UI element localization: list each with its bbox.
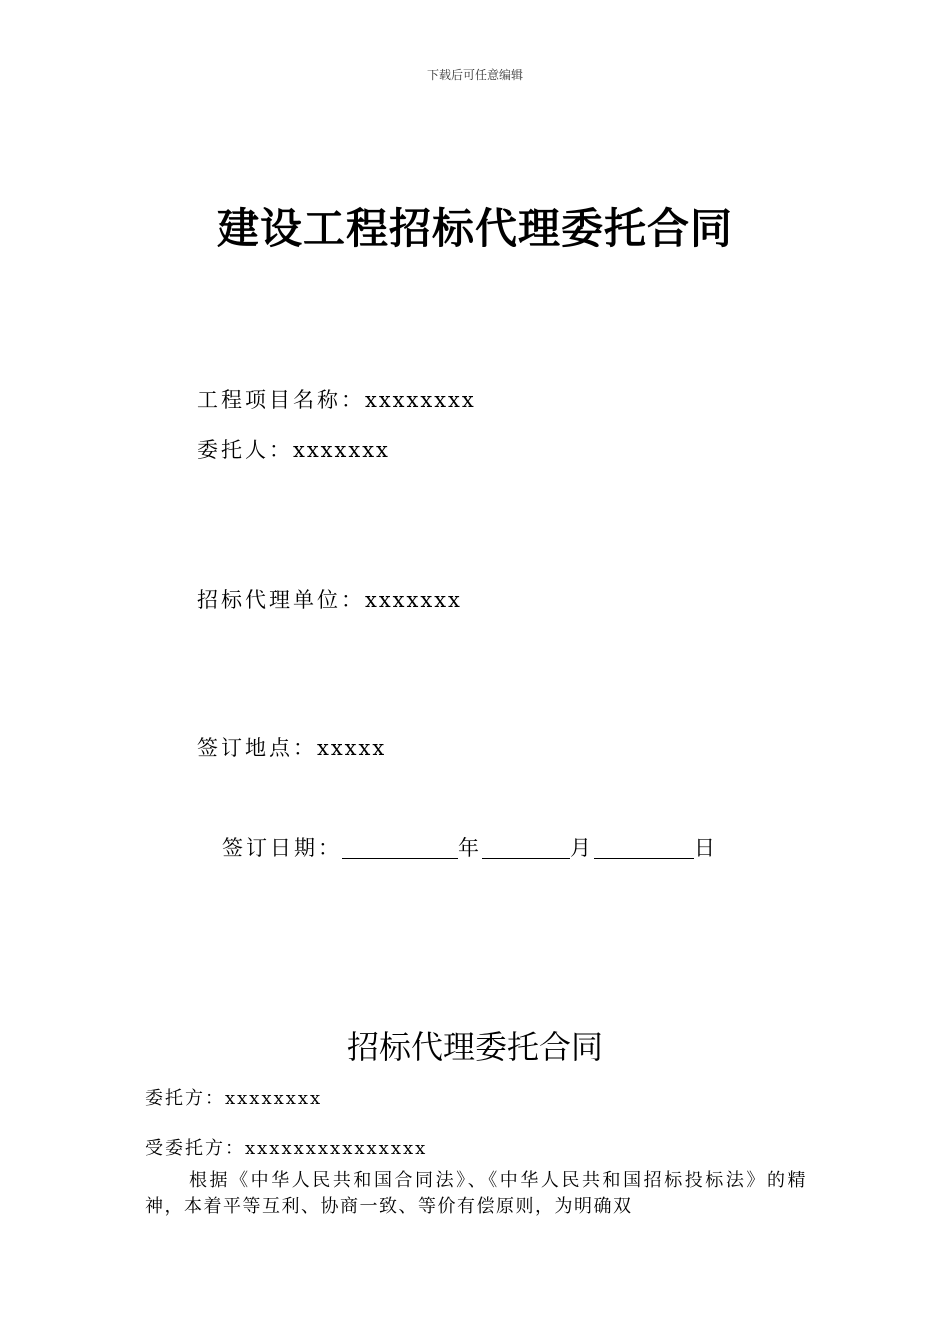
month-unit: 月 — [570, 836, 594, 860]
year-blank[interactable] — [342, 836, 458, 859]
date-label: 签订日期： — [222, 836, 342, 860]
field-value: xxxxxxx — [293, 438, 390, 462]
field-label: 工程项目名称： — [197, 388, 365, 412]
field-signing-place — [197, 732, 386, 762]
field-value: xxxxxxx — [365, 588, 462, 612]
field-label: 委托人： — [197, 438, 293, 462]
contract-intro-paragraph: 根据《中华人民共和国合同法》、《中华人民共和国招标投标法》的精神，本着平等互利、协商一致、等价有偿原则，为明确双 — [145, 1170, 807, 1217]
field-principal — [197, 434, 390, 464]
year-unit: 年 — [458, 836, 482, 860]
field-label: 招标代理单位： — [197, 588, 365, 612]
field-value: xxxxx — [317, 736, 387, 760]
party-label: 委托方： — [145, 1088, 225, 1109]
party-label: 受委托方： — [145, 1138, 245, 1159]
cover-title: 建设工程招标代理委托合同 — [216, 204, 733, 253]
party-value: xxxxxxxxxxxxxxx — [245, 1138, 428, 1159]
party-value: xxxxxxxx — [225, 1088, 323, 1109]
day-unit: 日 — [694, 836, 718, 860]
field-label: 签订地点： — [197, 736, 317, 760]
month-blank[interactable] — [482, 836, 570, 859]
field-value: xxxxxxxx — [365, 388, 476, 412]
party-agent — [145, 1134, 427, 1160]
field-signing-date — [222, 832, 718, 862]
field-project-name — [197, 384, 476, 414]
party-principal — [145, 1084, 322, 1110]
day-blank[interactable] — [594, 836, 694, 859]
field-agency — [197, 584, 462, 614]
page-header-note: 下载后可任意编辑 — [426, 68, 523, 82]
contract-title: 招标代理委托合同 — [346, 1028, 603, 1066]
